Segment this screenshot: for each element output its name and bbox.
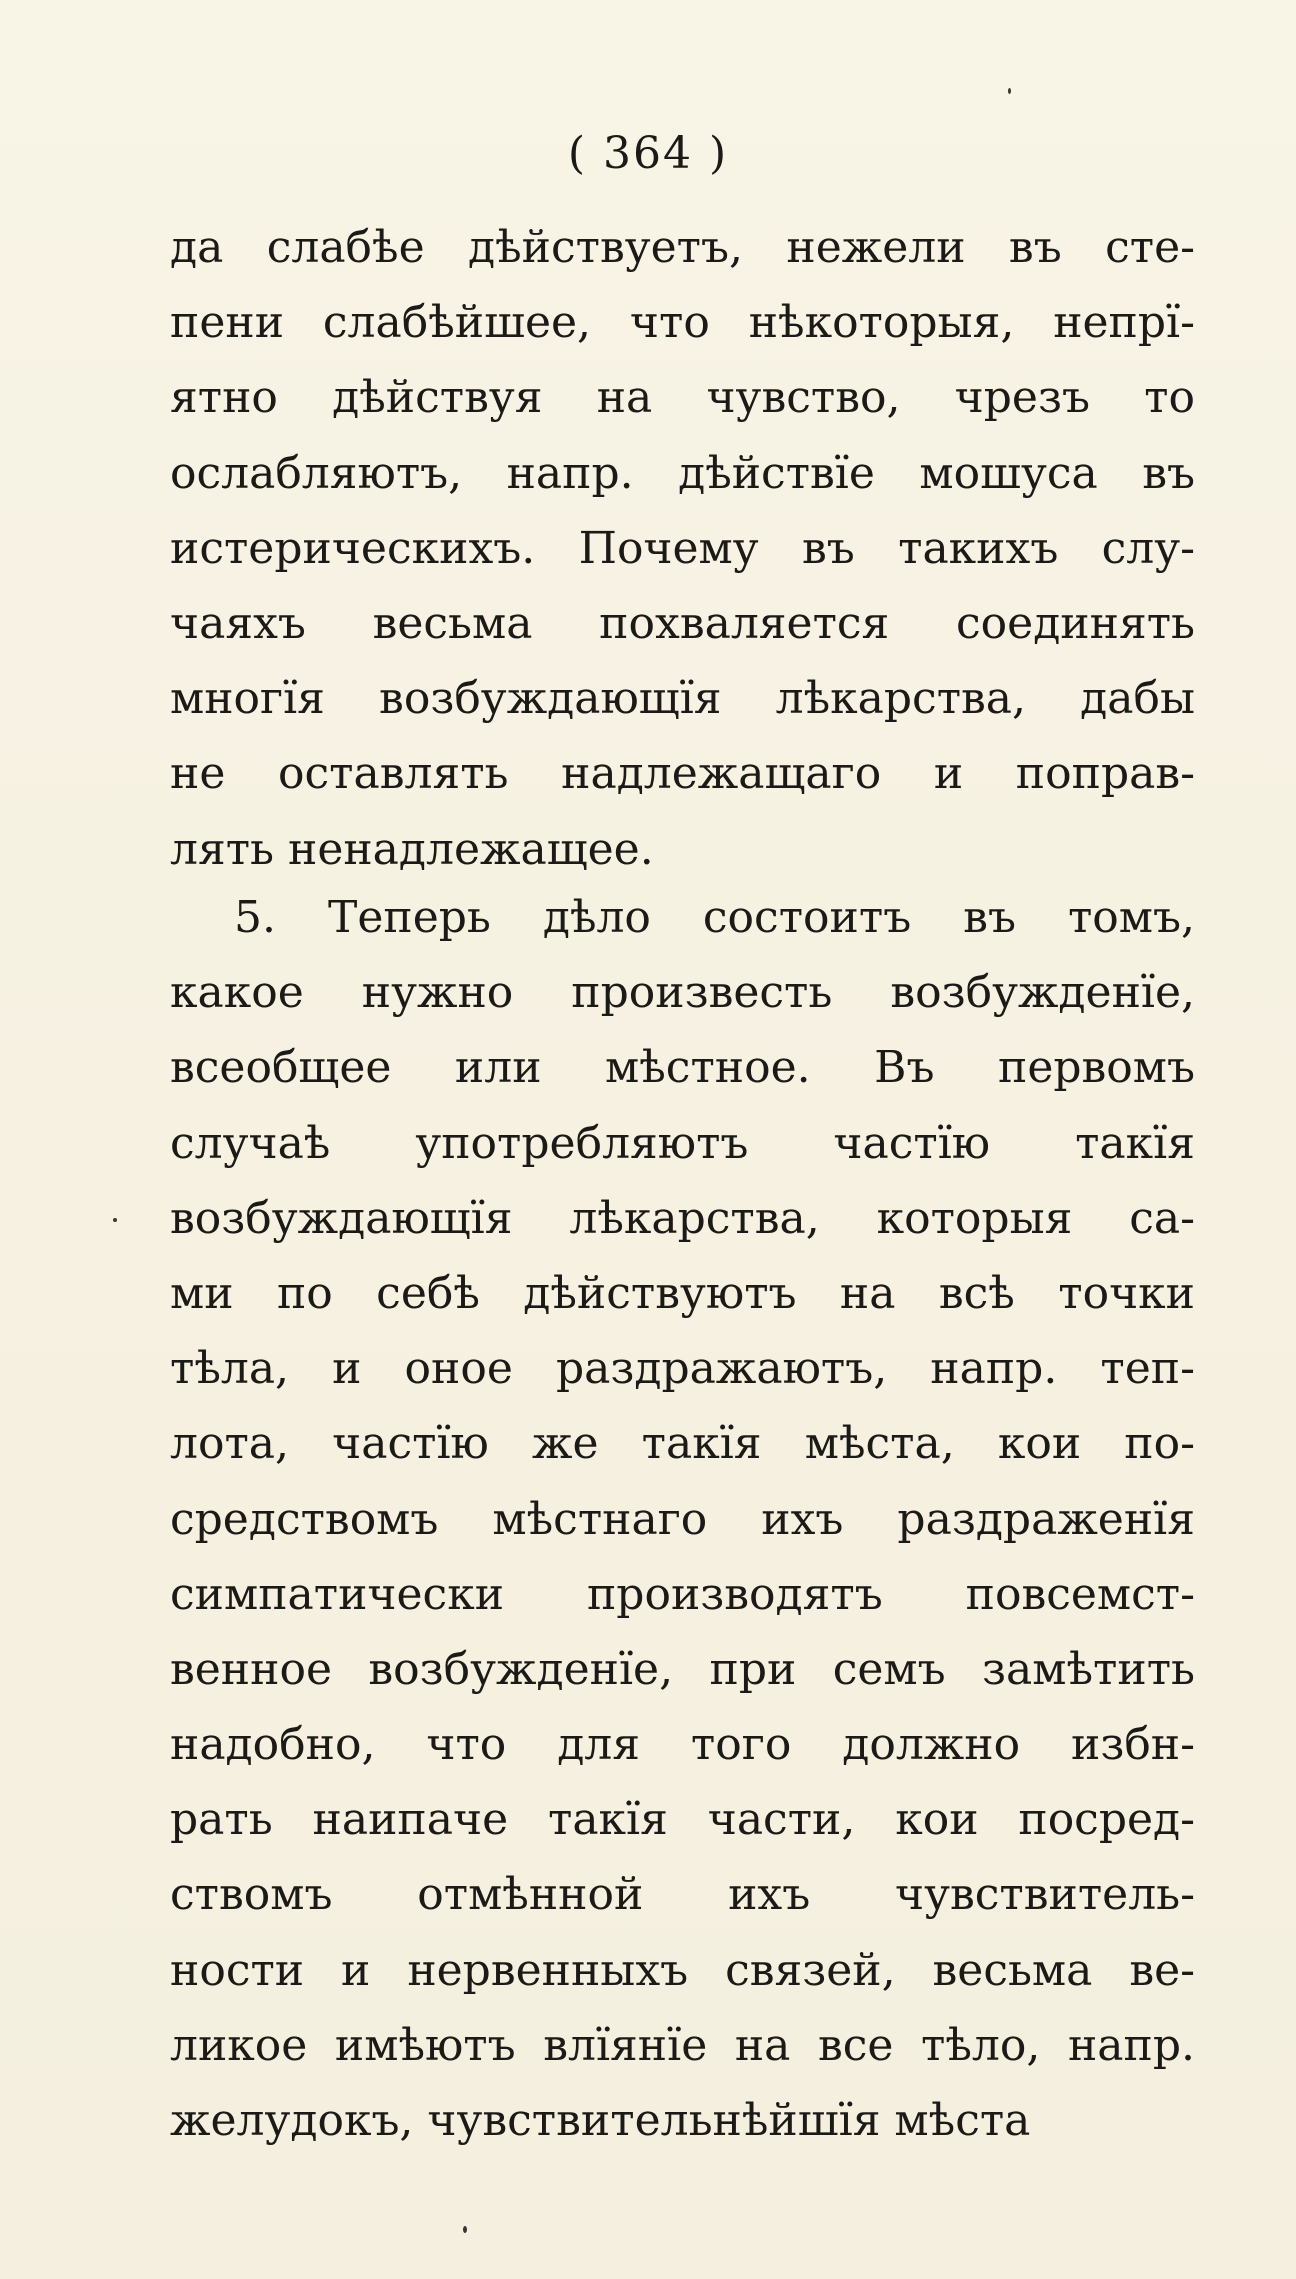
text-line: желудокъ, чувствительнѣйшїя мѣста — [170, 2095, 1031, 2146]
text-line: возбуждающїя лѣкарства, которыя са- — [170, 1192, 1195, 1244]
print-speck — [1008, 88, 1011, 94]
text-line: симпатически производятъ повсемст- — [170, 1568, 1195, 1620]
text-line: ятно дѣйствуя на чувство, чрезъ то — [170, 372, 1195, 424]
paragraph-continued — [170, 210, 1195, 887]
text-line: не оставлять надлежащаго и поправ- — [170, 748, 1195, 800]
text-line: ликое имѣютъ влїянїе на все тѣло, напр. — [170, 2019, 1195, 2071]
text-line: многїя возбуждающїя лѣкарства, дабы — [170, 673, 1195, 725]
text-line: да слабѣе дѣйствуетъ, нежели въ сте- — [170, 222, 1195, 273]
text-line: надобно, что для того должно избн- — [170, 1719, 1195, 1771]
text-line: венное возбужденїе, при семъ замѣтить — [170, 1643, 1195, 1695]
text-line: 5. Теперь дѣло состоитъ въ томъ, — [234, 892, 1195, 943]
text-line: ми по себѣ дѣйствуютъ на всѣ точки — [170, 1267, 1195, 1319]
text-line: чаяхъ весьма похваляется соединять — [170, 597, 1195, 649]
text-line: рать наипаче такїя части, кои посред- — [170, 1794, 1195, 1846]
text-line: истерическихъ. Почему въ такихъ слу- — [170, 522, 1195, 574]
text-line: средствомъ мѣстнаго ихъ раздраженїя — [170, 1493, 1195, 1545]
text-line: ствомъ отмѣнной ихъ чувствитель- — [170, 1869, 1195, 1921]
page-number: ( 364 ) — [567, 128, 729, 179]
print-speck — [463, 2226, 467, 2233]
paragraph-section-5 — [170, 880, 1195, 2158]
text-line: случаѣ употребляютъ частїю такїя — [170, 1117, 1195, 1169]
print-speck — [113, 1218, 117, 1222]
text-line: какое нужно произвесть возбужденїе, — [170, 967, 1195, 1019]
text-line: лять ненадлежащее. — [170, 823, 654, 875]
text-line: всеобщее или мѣстное. Въ первомъ — [170, 1042, 1195, 1094]
text-line: ослабляютъ, напр. дѣйствїе мошуса въ — [170, 447, 1195, 499]
text-line: тѣла, и оное раздражаютъ, напр. теп- — [170, 1343, 1195, 1395]
text-line: пени слабѣйшее, что нѣкоторыя, непрї- — [170, 297, 1195, 349]
text-line: ности и нервенныхъ связей, весьма ве- — [170, 1944, 1195, 1996]
text-line: лота, частїю же такїя мѣста, кои по- — [170, 1418, 1195, 1470]
